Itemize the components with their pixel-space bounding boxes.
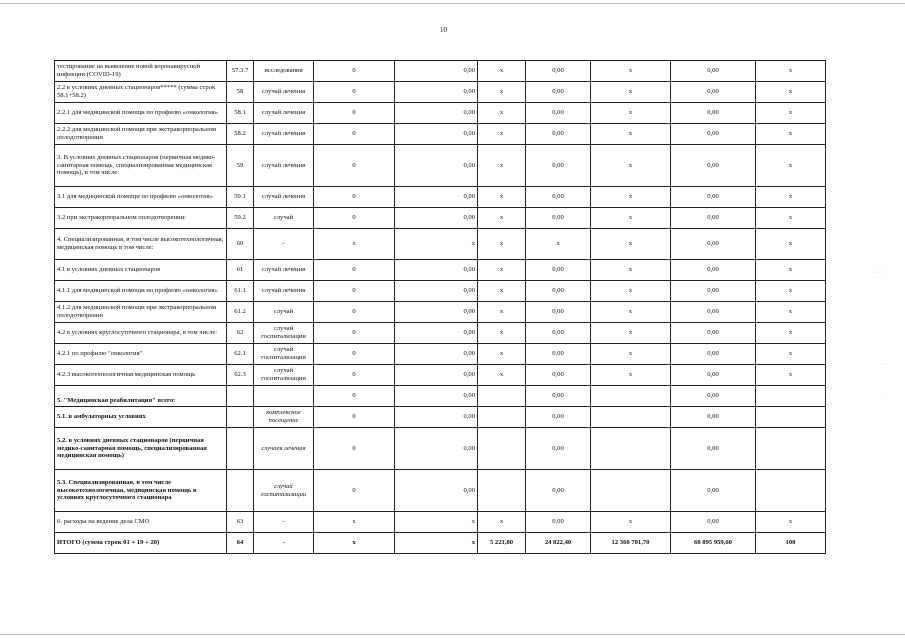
row-col6-cell: 0,00 xyxy=(671,187,756,208)
row-col1-cell: 0 xyxy=(314,124,395,145)
row-col5-cell: x xyxy=(591,145,671,187)
row-code-cell: 57.3.7 xyxy=(227,61,254,82)
row-unit-cell: случай xyxy=(254,208,314,229)
row-code-cell xyxy=(227,386,254,407)
row-col6-cell: 0,00 xyxy=(671,344,756,365)
table-row xyxy=(55,208,826,229)
row-col5-cell: x xyxy=(591,208,671,229)
row-col4-cell: 0,00 xyxy=(526,344,591,365)
row-col5-cell: x xyxy=(591,302,671,323)
row-col3-cell xyxy=(478,386,526,407)
row-col2-cell: 0,00 xyxy=(395,323,478,344)
row-col3-cell: x xyxy=(478,61,526,82)
row-unit-cell: случай лечения xyxy=(254,124,314,145)
table-row xyxy=(55,145,826,187)
row-unit-cell: случай лечения xyxy=(254,260,314,281)
row-code-cell: 61.1 xyxy=(227,281,254,302)
row-col2-cell: 0,00 xyxy=(395,260,478,281)
row-col3-cell: x xyxy=(478,187,526,208)
row-col2-cell: 0,00 xyxy=(395,386,478,407)
row-col3-cell: x xyxy=(478,260,526,281)
row-col7-cell xyxy=(756,470,826,512)
row-col7-cell: x xyxy=(756,260,826,281)
row-code-cell: 59.2 xyxy=(227,208,254,229)
row-col2-cell: x xyxy=(395,533,478,554)
row-code-cell: 61 xyxy=(227,260,254,281)
row-col7-cell: x xyxy=(756,512,826,533)
row-col4-cell: 0,00 xyxy=(526,208,591,229)
row-col5-cell: x xyxy=(591,103,671,124)
row-col3-cell: x xyxy=(478,208,526,229)
row-col2-cell: 0,00 xyxy=(395,187,478,208)
scan-mark: · xyxy=(885,393,887,399)
row-col1-cell: x xyxy=(314,533,395,554)
row-code-cell: 62 xyxy=(227,323,254,344)
row-col6-cell: 0,00 xyxy=(671,229,756,260)
row-name-cell: тестирование на выявление новой коронавирусной инфекции (COVID-19) xyxy=(55,61,227,82)
row-col2-cell: 0,00 xyxy=(395,124,478,145)
row-code-cell xyxy=(227,428,254,470)
row-col5-cell: x xyxy=(591,187,671,208)
row-col5-cell: x xyxy=(591,260,671,281)
row-col3-cell: x xyxy=(478,302,526,323)
table-row xyxy=(55,386,826,407)
table-row xyxy=(55,533,826,554)
row-col6-cell: 0,00 xyxy=(671,124,756,145)
row-col2-cell: 0,00 xyxy=(395,281,478,302)
row-col5-cell: 12 360 701,70 xyxy=(591,533,671,554)
row-col4-cell: 0,00 xyxy=(526,260,591,281)
table-row xyxy=(55,103,826,124)
row-col1-cell: 0 xyxy=(314,187,395,208)
row-name-cell: 4.1.1 для медицинской помощи по профилю «онкология» xyxy=(55,281,227,302)
row-unit-cell: случаев лечения xyxy=(254,428,314,470)
row-unit-cell: - xyxy=(254,512,314,533)
row-code-cell: 58 xyxy=(227,82,254,103)
row-col4-cell: 0,00 xyxy=(526,428,591,470)
row-col1-cell: 0 xyxy=(314,281,395,302)
data-table xyxy=(54,60,826,554)
row-col2-cell: 0,00 xyxy=(395,428,478,470)
row-code-cell: 59 xyxy=(227,145,254,187)
table-row xyxy=(55,229,826,260)
row-unit-cell: случай лечения xyxy=(254,187,314,208)
row-col7-cell: x xyxy=(756,229,826,260)
row-col6-cell: 0,00 xyxy=(671,302,756,323)
row-code-cell: 62.3 xyxy=(227,365,254,386)
row-unit-cell: случай госпитализации xyxy=(254,365,314,386)
row-col5-cell: x xyxy=(591,124,671,145)
row-code-cell: 63 xyxy=(227,512,254,533)
row-col2-cell: 0,00 xyxy=(395,302,478,323)
table-row xyxy=(55,302,826,323)
row-code-cell: 58.1 xyxy=(227,103,254,124)
row-name-cell: 5. "Медицинская реабилитация" всего: xyxy=(55,386,227,407)
row-col6-cell: 0,00 xyxy=(671,281,756,302)
row-code-cell xyxy=(227,407,254,428)
row-unit-cell: случай лечения xyxy=(254,281,314,302)
row-col1-cell: x xyxy=(314,229,395,260)
row-col4-cell: 0,00 xyxy=(526,187,591,208)
row-col6-cell: 0,00 xyxy=(671,260,756,281)
row-col5-cell xyxy=(591,386,671,407)
row-col7-cell: x xyxy=(756,124,826,145)
row-col2-cell: x xyxy=(395,512,478,533)
row-code-cell: 61.2 xyxy=(227,302,254,323)
row-col6-cell: 0,00 xyxy=(671,512,756,533)
row-name-cell: 4.1 в условиях дневных стационаров xyxy=(55,260,227,281)
row-col4-cell: 0,00 xyxy=(526,281,591,302)
row-col2-cell: 0,00 xyxy=(395,103,478,124)
row-col3-cell: x xyxy=(478,145,526,187)
row-col2-cell: 0,00 xyxy=(395,208,478,229)
row-col5-cell xyxy=(591,428,671,470)
row-col5-cell xyxy=(591,407,671,428)
row-col2-cell: 0,00 xyxy=(395,82,478,103)
row-col7-cell: x xyxy=(756,302,826,323)
row-col6-cell: 0,00 xyxy=(671,407,756,428)
table-row xyxy=(55,344,826,365)
row-name-cell: 3. В условиях дневных стационаров (первичная медико-санитарная помощь, специализированная медицинская помощь), в том числе: xyxy=(55,145,227,187)
row-col3-cell: x xyxy=(478,229,526,260)
row-col3-cell xyxy=(478,407,526,428)
row-col4-cell: 0,00 xyxy=(526,365,591,386)
row-col6-cell: 0,00 xyxy=(671,428,756,470)
row-code-cell: 58.2 xyxy=(227,124,254,145)
row-col4-cell: 0,00 xyxy=(526,61,591,82)
row-col7-cell xyxy=(756,407,826,428)
row-col6-cell: 0,00 xyxy=(671,61,756,82)
table-row xyxy=(55,323,826,344)
row-col1-cell: 0 xyxy=(314,323,395,344)
row-col3-cell xyxy=(478,428,526,470)
row-name-cell: ИТОГО (сумма строк 01 + 19 + 20) xyxy=(55,533,227,554)
row-unit-cell: исследования xyxy=(254,61,314,82)
row-col6-cell: 0,00 xyxy=(671,82,756,103)
row-col7-cell: x xyxy=(756,82,826,103)
row-unit-cell: комплексное посещение xyxy=(254,407,314,428)
row-col4-cell: 0,00 xyxy=(526,145,591,187)
table-row xyxy=(55,187,826,208)
table-row xyxy=(55,82,826,103)
row-col7-cell xyxy=(756,386,826,407)
row-name-cell: 4.1.2 для медицинской помощи при экстракорпоральном оплодотворении xyxy=(55,302,227,323)
row-col2-cell: 0,00 xyxy=(395,145,478,187)
row-col4-cell: 0,00 xyxy=(526,470,591,512)
row-code-cell: 60 xyxy=(227,229,254,260)
row-name-cell: 4.2 в условиях круглосуточного стационара, в том числе: xyxy=(55,323,227,344)
row-col2-cell: 0,00 xyxy=(395,407,478,428)
row-col3-cell: x xyxy=(478,512,526,533)
scan-line-top xyxy=(0,3,905,4)
row-col1-cell: 0 xyxy=(314,344,395,365)
row-col6-cell: 0,00 xyxy=(671,386,756,407)
row-col7-cell: x xyxy=(756,344,826,365)
row-name-cell: 5.2. в условиях дневных стационаров (первичная медико-санитарная помощь, специализированная медицинская помощь) xyxy=(55,428,227,470)
row-col1-cell: 0 xyxy=(314,428,395,470)
row-col3-cell xyxy=(478,470,526,512)
table-row xyxy=(55,61,826,82)
row-unit-cell: случай xyxy=(254,302,314,323)
row-col1-cell: 0 xyxy=(314,145,395,187)
row-col4-cell: 0,00 xyxy=(526,323,591,344)
row-col5-cell: x xyxy=(591,82,671,103)
row-col5-cell: x xyxy=(591,365,671,386)
row-name-cell: 4. Специализированная, в том числе высокотехнологичная, медицинская помощь в том числе: xyxy=(55,229,227,260)
row-code-cell: 62.1 xyxy=(227,344,254,365)
row-unit-cell: случай госпитализации xyxy=(254,470,314,512)
row-col1-cell: x xyxy=(314,512,395,533)
row-col7-cell: x xyxy=(756,103,826,124)
row-col3-cell: x xyxy=(478,82,526,103)
row-unit-cell: случай госпитализации xyxy=(254,344,314,365)
row-col1-cell: 0 xyxy=(314,260,395,281)
scan-line-bottom xyxy=(0,634,905,635)
row-unit-cell: случай лечения xyxy=(254,145,314,187)
row-col4-cell: 0,00 xyxy=(526,82,591,103)
row-col7-cell: x xyxy=(756,208,826,229)
row-col1-cell: 0 xyxy=(314,82,395,103)
row-name-cell: 4.2.1 по профилю "онкология" xyxy=(55,344,227,365)
row-name-cell: 5.1. в амбулаторных условиях xyxy=(55,407,227,428)
table-row xyxy=(55,428,826,470)
row-name-cell: 6. расходы на ведение дела СМО xyxy=(55,512,227,533)
row-col1-cell: 0 xyxy=(314,103,395,124)
row-unit-cell: случай лечения xyxy=(254,82,314,103)
row-col6-cell: 0,00 xyxy=(671,323,756,344)
row-col3-cell: x xyxy=(478,323,526,344)
row-code-cell: 64 xyxy=(227,533,254,554)
row-col7-cell: x xyxy=(756,365,826,386)
row-name-cell: 4.2.3 высокотехнологичная медицинская помощь xyxy=(55,365,227,386)
row-name-cell: 2.2 в условиях дневных стационаров***** (сумма строк 58.1+58.2) xyxy=(55,82,227,103)
row-col1-cell: 0 xyxy=(314,208,395,229)
row-unit-cell: случай лечения xyxy=(254,103,314,124)
row-col2-cell: 0,00 xyxy=(395,344,478,365)
row-unit-cell: - xyxy=(254,229,314,260)
row-col3-cell: x xyxy=(478,103,526,124)
table-row xyxy=(55,365,826,386)
row-col6-cell: 0,00 xyxy=(671,145,756,187)
row-col5-cell: x xyxy=(591,229,671,260)
row-col7-cell: x xyxy=(756,323,826,344)
table-row xyxy=(55,260,826,281)
row-col6-cell: 0,00 xyxy=(671,365,756,386)
row-col4-cell: 24 822,40 xyxy=(526,533,591,554)
row-col3-cell: x xyxy=(478,365,526,386)
row-unit-cell xyxy=(254,386,314,407)
row-code-cell xyxy=(227,470,254,512)
row-col5-cell xyxy=(591,470,671,512)
row-col3-cell: 5 221,80 xyxy=(478,533,526,554)
row-col1-cell: 0 xyxy=(314,386,395,407)
row-unit-cell: случай госпитализации xyxy=(254,323,314,344)
row-name-cell: 3.1 для медицинской помощи по профилю «онкология» xyxy=(55,187,227,208)
row-col1-cell: 0 xyxy=(314,407,395,428)
row-col6-cell: 60 895 959,60 xyxy=(671,533,756,554)
row-col6-cell: 0,00 xyxy=(671,103,756,124)
row-col4-cell: 0,00 xyxy=(526,386,591,407)
row-name-cell: 2.2.2 для медицинской помощи при экстракорпоральном оплодотворении xyxy=(55,124,227,145)
table-row xyxy=(55,470,826,512)
row-col4-cell: x xyxy=(526,229,591,260)
row-col6-cell: 0,00 xyxy=(671,208,756,229)
row-col3-cell: x xyxy=(478,344,526,365)
page-number: 10 xyxy=(440,26,447,34)
row-unit-cell: - xyxy=(254,533,314,554)
row-col2-cell: x xyxy=(395,229,478,260)
row-col5-cell: x xyxy=(591,323,671,344)
row-name-cell: 5.3. Специализированная, в том числе высокотехнологичная, медицинская помощь в условиях круглосуточного стационара xyxy=(55,470,227,512)
row-col1-cell: 0 xyxy=(314,302,395,323)
row-col5-cell: x xyxy=(591,281,671,302)
row-col7-cell: x xyxy=(756,281,826,302)
row-col7-cell: x xyxy=(756,145,826,187)
row-col4-cell: 0,00 xyxy=(526,124,591,145)
row-col4-cell: 0,00 xyxy=(526,103,591,124)
row-name-cell: 2.2.1 для медицинской помощи по профилю «онкология» xyxy=(55,103,227,124)
table-row xyxy=(55,124,826,145)
row-col1-cell: 0 xyxy=(314,470,395,512)
row-col5-cell: x xyxy=(591,512,671,533)
row-col3-cell: x xyxy=(478,124,526,145)
scan-mark: · · xyxy=(880,362,886,368)
row-col7-cell xyxy=(756,428,826,470)
row-col2-cell: 0,00 xyxy=(395,61,478,82)
table-row xyxy=(55,281,826,302)
row-col7-cell: x xyxy=(756,61,826,82)
row-col5-cell: x xyxy=(591,61,671,82)
row-col2-cell: 0,00 xyxy=(395,470,478,512)
row-col7-cell: x xyxy=(756,187,826,208)
row-col4-cell: 0,00 xyxy=(526,512,591,533)
row-name-cell: 3.2 при экстракорпоральном оплодотворении: xyxy=(55,208,227,229)
table-row xyxy=(55,512,826,533)
row-col1-cell: 0 xyxy=(314,61,395,82)
row-col4-cell: 0,00 xyxy=(526,407,591,428)
table-row xyxy=(55,407,826,428)
row-col5-cell: x xyxy=(591,344,671,365)
row-col3-cell: x xyxy=(478,281,526,302)
row-col1-cell: 0 xyxy=(314,365,395,386)
row-col6-cell: 0,00 xyxy=(671,470,756,512)
scan-mark: · · · xyxy=(873,270,882,276)
row-col4-cell: 0,00 xyxy=(526,302,591,323)
row-col2-cell: 0,00 xyxy=(395,365,478,386)
row-col7-cell: 100 xyxy=(756,533,826,554)
row-code-cell: 59.1 xyxy=(227,187,254,208)
